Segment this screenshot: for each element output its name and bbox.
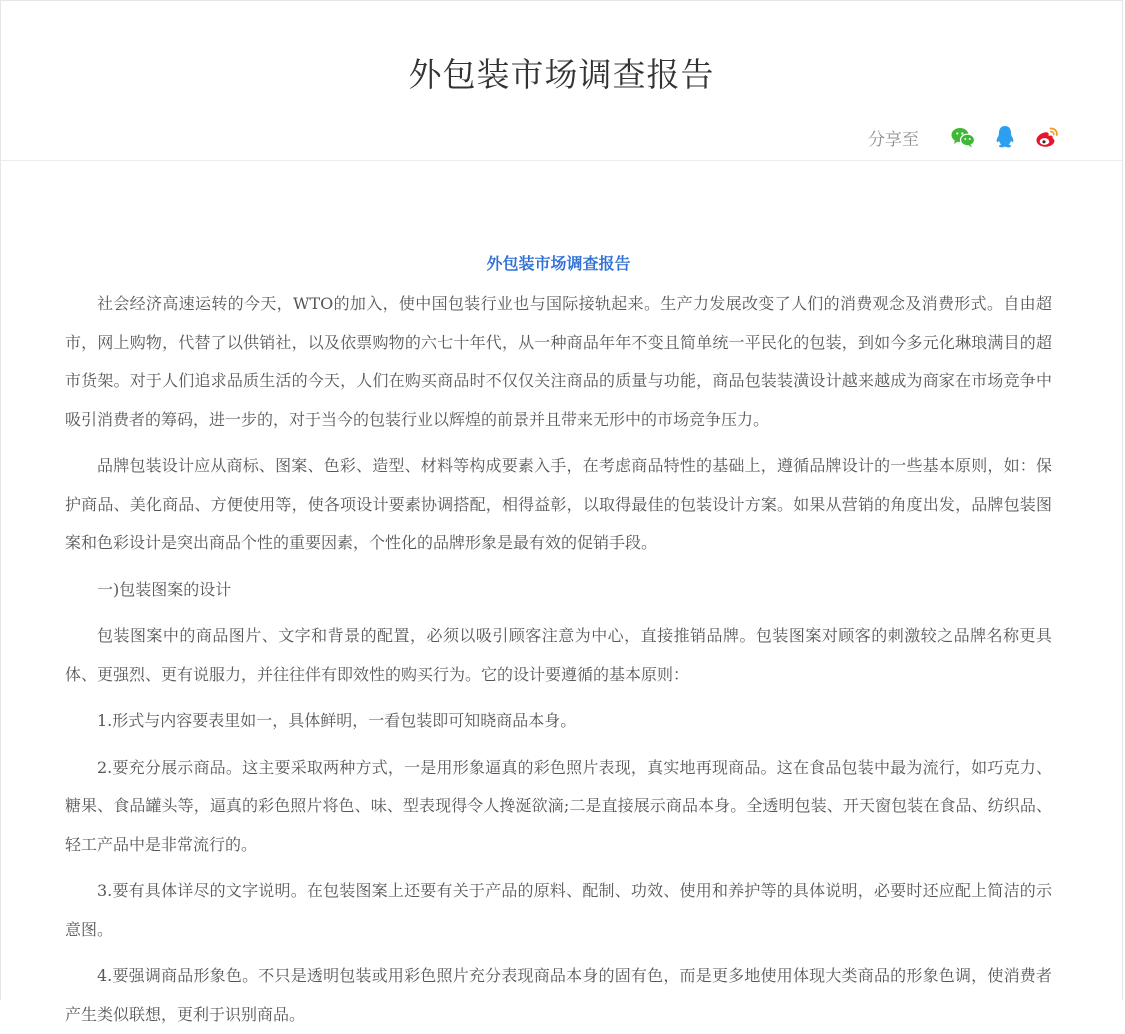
article-title: 外包装市场调查报告 <box>486 254 631 273</box>
wechat-icon[interactable] <box>950 124 976 150</box>
page-title: 外包装市场调查报告 <box>408 55 715 94</box>
share-label: 分享至 <box>868 129 919 150</box>
weibo-icon[interactable] <box>1034 124 1060 150</box>
list-item: 3.要有具体详尽的文字说明。在包装图案上还要有关于产品的原料、配制、功效、使用和养护等的具体说明，必要时还应配上简洁的示意图。 <box>65 881 1052 939</box>
list-item: 1.形式与内容要表里如一，具体鲜明，一看包装即可知晓商品本身。 <box>97 711 577 730</box>
paragraph: 社会经济高速运转的今天，WTO的加入，使中国包装行业也与国际接轨起来。生产力发展改变了人们的消费观念及消费形式。自由超市，网上购物，代替了以供销社，以及依票购物的六七十年代，从一种商品年年不变且简单统一平民化的包装，到如今多元化琳琅满目的超市货架。对于人们追求品质生活的今天，人们在购买商品时不仅仅关注商品的质量与功能，商品包装装潢设计越来越成为商家在市场竞争中吸引消费者的筹码，进一步的，对于当今的包装行业以辉煌的前景并且带来无形中的市场竞争压力。 <box>65 294 1052 429</box>
header <box>1 1 1122 161</box>
paragraph: 包装图案中的商品图片、文字和背景的配置，必须以吸引顾客注意为中心，直接推销品牌。包装图案对顾客的刺激较之品牌名称更具体、更强烈、更有说服力，并往往伴有即效性的购买行为。它的设计要遵循的基本原则： <box>65 626 1052 684</box>
paragraph: 品牌包装设计应从商标、图案、色彩、造型、材料等构成要素入手，在考虑商品特性的基础上，遵循品牌设计的一些基本原则，如：保护商品、美化商品、方便使用等，使各项设计要素协调搭配，相得益彰，以取得最佳的包装设计方案。如果从营销的角度出发，品牌包装图案和色彩设计是突出商品个性的重要因素，个性化的品牌形象是最有效的促销手段。 <box>65 456 1052 552</box>
share-bar <box>868 121 1060 153</box>
article-body <box>1 161 1122 1034</box>
qq-icon[interactable] <box>992 124 1018 150</box>
list-item: 2.要充分展示商品。这主要采取两种方式，一是用形象逼真的彩色照片表现，真实地再现商品。这在食品包装中最为流行，如巧克力、糖果、食品罐头等，逼真的彩色照片将色、味、型表现得令人搀涎欲滴;二是直接展示商品本身。全透明包装、开天窗包装在食品、纺织品、轻工产品中是非常流行的。 <box>65 757 1052 854</box>
section-heading: 一)包装图案的设计 <box>97 579 232 599</box>
list-item: 4.要强调商品形象色。不只是透明包装或用彩色照片充分表现商品本身的固有色，而是更多地使用体现大类商品的形象色调，使消费者产生类似联想，更利于识别商品。 <box>65 966 1052 1024</box>
